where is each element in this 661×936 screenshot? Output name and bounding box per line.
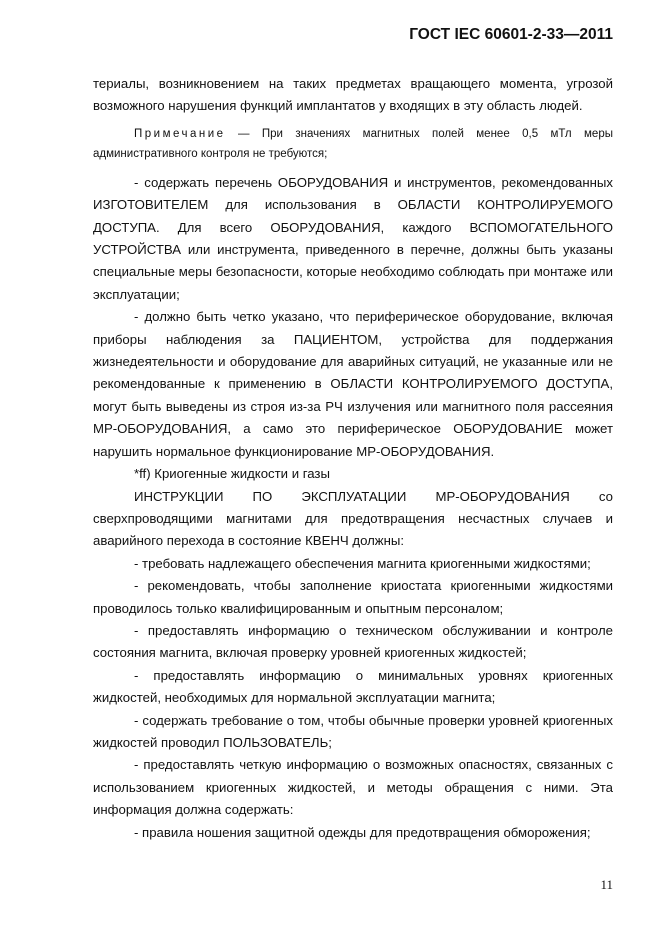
list-item: - предоставлять информацию о техническом обслуживании и контроле состояния магнита, включая проверку уровней криогенных жидкостей; xyxy=(93,622,613,661)
list-item: - правила ношения защитной одежды для предотвращения обморожения; xyxy=(134,824,591,840)
page-body xyxy=(93,73,613,844)
paragraph: ИНСТРУКЦИИ ПО ЭКСПЛУАТАЦИИ МР-ОБОРУДОВАНИЯ со сверхпроводящими магнитами для предотвращения несчастных случаев и аварийного перехода в состояние КВЕНЧ должны: xyxy=(93,488,613,549)
note-text: — При значениях магнитных полей менее 0,5 мТл меры административного контроля не требуются; xyxy=(93,127,613,160)
list-item: - содержать перечень ОБОРУДОВАНИЯ и инструментов, рекомендованных ИЗГОТОВИТЕЛЕМ для использования в ОБЛАСТИ КОНТРОЛИРУЕМОГО ДОСТУПА. Для всего ОБОРУДОВАНИЯ, каждого ВСПОМОГАТЕЛЬНОГО УСТРОЙСТВА или инструмента, приведенного в перечне, должны быть указаны специальные меры безопасности, которые необходимо соблюдать при монтаже или эксплуатации; xyxy=(93,174,613,302)
note xyxy=(93,124,613,164)
paragraph-continuation: териалы, возникновением на таких предметах вращающего момента, угрозой возможного нарушения функций имплантатов у входящих в эту область людей. xyxy=(93,76,613,114)
list-item: - должно быть четко указано, что периферическое оборудование, включая приборы наблюдения за ПАЦИЕНТОМ, устройства для поддержания жизнедеятельности и оборудование для аварийных ситуаций, не указанные или не рекомендованные к применению в ОБЛАСТИ КОНТРОЛИРУЕМОГО ДОСТУПА, могут быть выведены из строя из-за РЧ излучения или магнитного поля рассеяния МР-ОБОРУДОВАНИЯ, а само это периферическое ОБОРУДОВАНИЕ может нарушить нормальное функционирование МР-ОБОРУДОВАНИЯ. xyxy=(93,309,613,459)
note-label: Примечание xyxy=(134,127,226,140)
page-number: 11 xyxy=(600,877,613,892)
list-item: - предоставлять четкую информацию о возможных опасностях, связанных с использованием криогенных жидкостей, и методы обращения с ними. Эта информация должна содержать: xyxy=(93,757,613,818)
list-item: - содержать требование о том, чтобы обычные проверки уровней криогенных жидкостей проводил ПОЛЬЗОВАТЕЛЬ; xyxy=(93,712,613,750)
list-item: - предоставлять информацию о минимальных уровнях криогенных жидкостей, необходимых для нормальной эксплуатации магнита; xyxy=(93,667,613,706)
list-item: - требовать надлежащего обеспечения магнита криогенными жидкостями; xyxy=(134,555,591,571)
list-item: - рекомендовать, чтобы заполнение криостата криогенными жидкостями проводилось только квалифицированным и опытным персоналом; xyxy=(93,578,613,616)
section-heading: *ff) Криогенные жидкости и газы xyxy=(134,466,330,482)
document-header: ГОСТ IEC 60601-2-33—2011 xyxy=(409,26,613,43)
